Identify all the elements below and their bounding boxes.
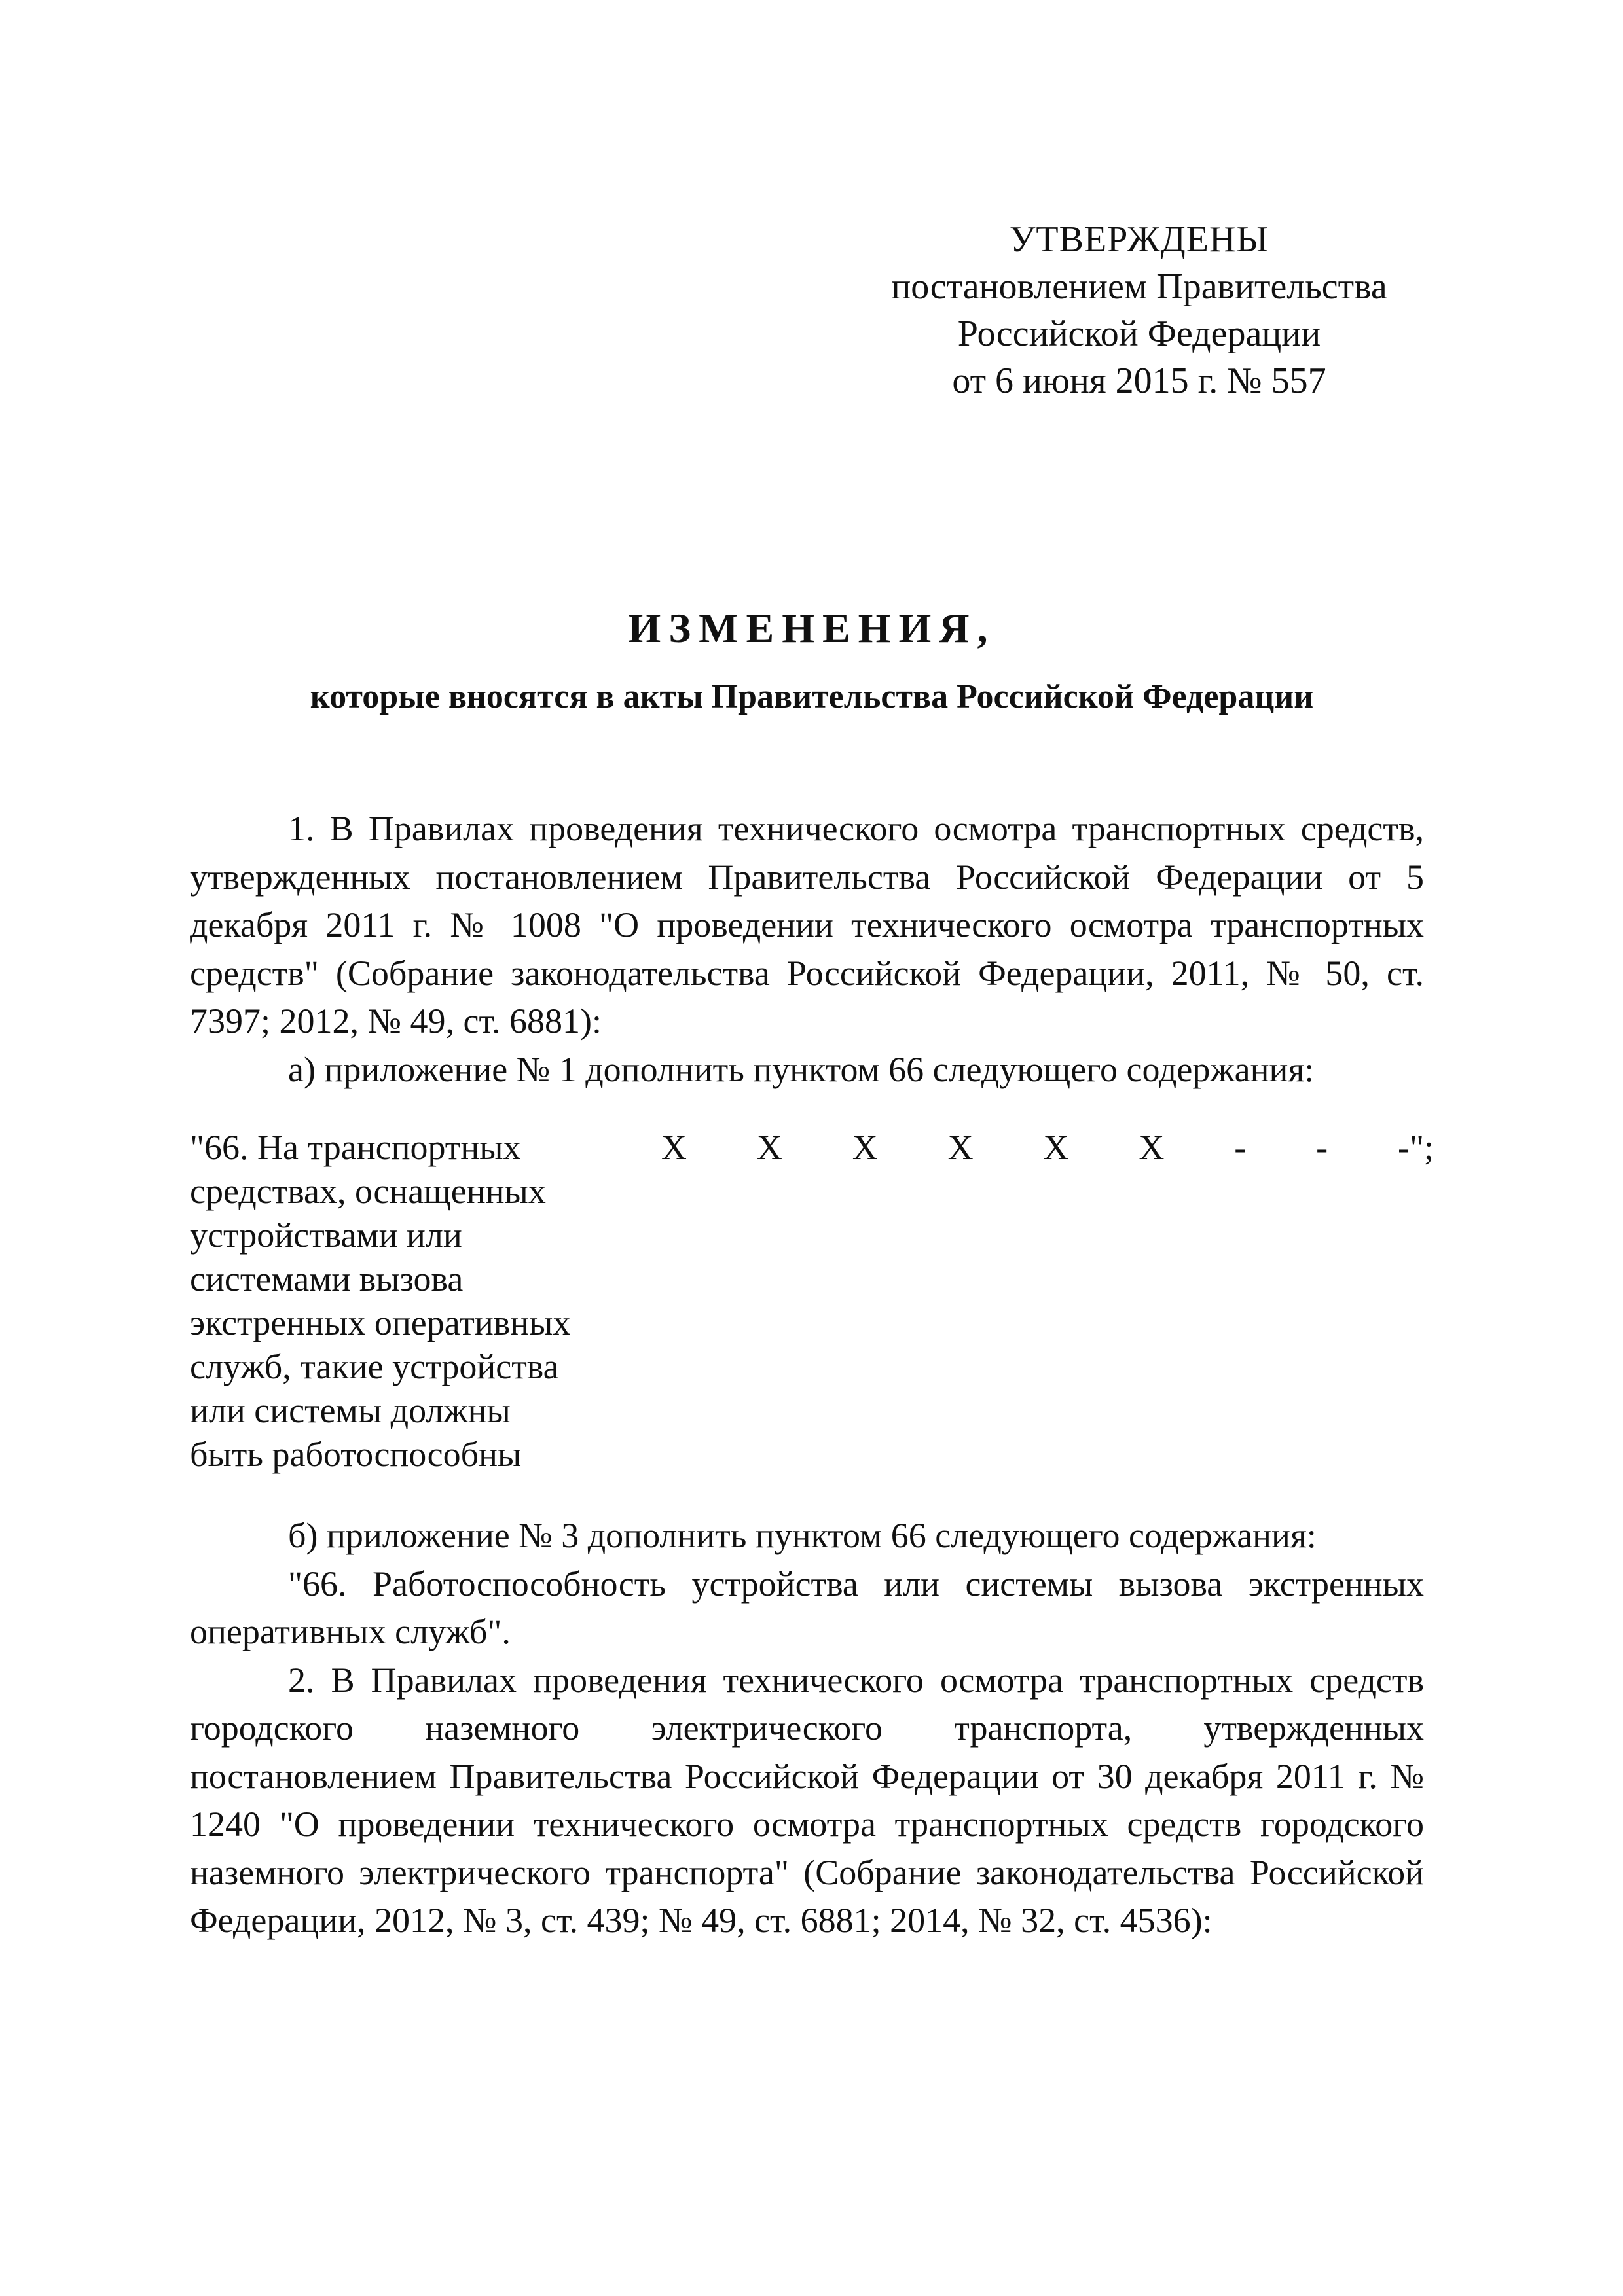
section-2-intro: 2. В Правилах проведения технического осмотра транспортных средств городского наземного электрического транспорта, утвержденных постановлением Правительства Российской Федерации от 30 декабря 2011 г. № 1240 "О проведении технического осмотра транспортных средств городского наземного электрического транспорта" (Собрание законодательства Российской Федерации, 2012, № 3, ст. 439; № 49, ст. 6881; 2014, № 32, ст. 4536):	[190, 1660, 1424, 1940]
approval-stamp	[845, 216, 1434, 404]
section-1-item-b-text: "66. Работоспособность устройства или системы вызова экстренных оперативных служб".	[190, 1564, 1424, 1651]
table-cell: Х	[947, 1128, 974, 1167]
table-cell: -";	[1397, 1128, 1434, 1167]
section-1-item-b: б) приложение № 3 дополнить пунктом 66 следующего содержания:	[288, 1516, 1317, 1555]
table-cell: -	[1316, 1128, 1328, 1167]
table-row-66-cells	[661, 1126, 1434, 1170]
section-1-intro: 1. В Правилах проведения технического осмотра транспортных средств, утвержденных постановлением Правительства Российской Федерации от 5 декабря 2011 г. № 1008 "О проведении технического осмотра транспортных средств" (Собрание законодательства Российской Федерации, 2011, № 50, ст. 7397; 2012, № 49, ст. 6881):	[190, 809, 1424, 1041]
table-cell: Х	[852, 1128, 878, 1167]
section-1	[190, 805, 1424, 1094]
table-cell: Х	[756, 1128, 782, 1167]
table-cell: -	[1234, 1128, 1247, 1167]
approval-line-1: постановлением Правительства	[891, 266, 1387, 307]
table-cell: Х	[1043, 1128, 1069, 1167]
section-1b-and-2	[190, 1512, 1424, 1945]
approval-line-2: Российской Федерации	[957, 314, 1321, 354]
section-1-item-a: а) приложение № 1 дополнить пунктом 66 следующего содержания:	[288, 1049, 1315, 1089]
table-cell: Х	[1139, 1128, 1165, 1167]
approval-date-number: от 6 июня 2015 г. № 557	[952, 361, 1326, 401]
document-title: ИЗМЕНЕНИЯ,	[628, 605, 996, 651]
table-row-66-text: "66. На транспортных средствах, оснащенных устройствами или системами вызова экстренных оперативных служб, такие устройства или системы должны быть работоспособны	[190, 1128, 571, 1474]
table-cell: Х	[661, 1128, 687, 1167]
approval-title: УТВЕРЖДЕНЫ	[1009, 219, 1269, 260]
document-subtitle: которые вносятся в акты Правительства Российской Федерации	[310, 678, 1314, 715]
